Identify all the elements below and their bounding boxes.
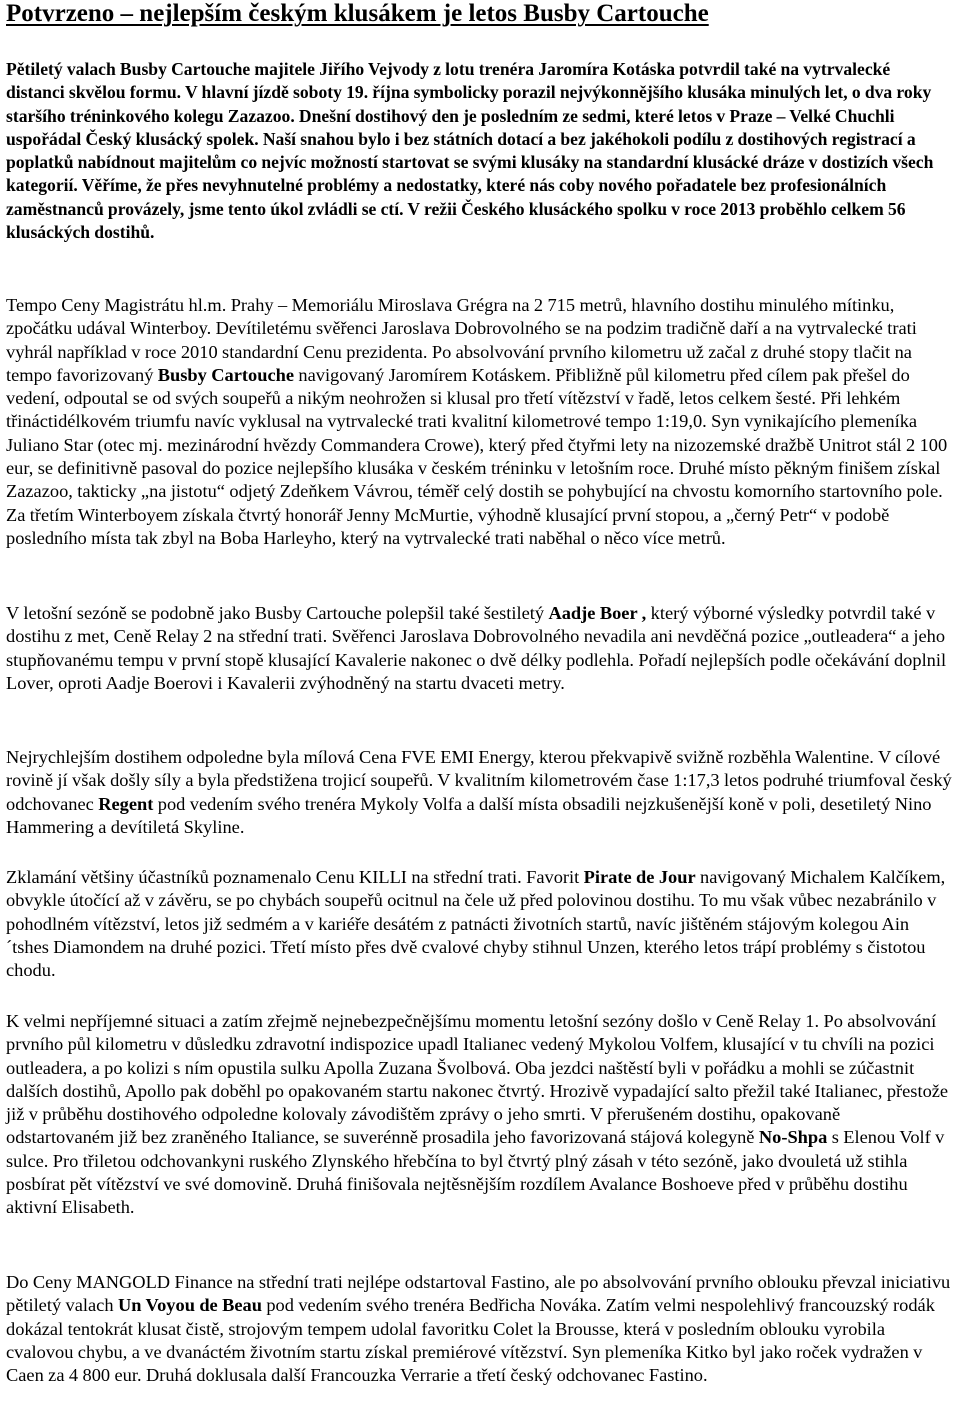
paragraph-text: Nejrychlejším dostihem odpoledne byla mílová Cena FVE EMI Energy, kterou překvapivě svižně rozběhla Walentine. V cílové rovině jí však došly síly a byla předstižena trojicí soupeřů. V kvalitním kilometrovém čase 1:17,3 letos podruhé triumfoval český odchovanec — [6, 747, 952, 814]
horse-name: No-Shpa — [758, 1127, 828, 1148]
article-lead: Pětiletý valach Busby Cartouche majitele Jiřího Vejvody z lotu trenéra Jaromíra Kotáska potvrdil také na vytrvalecké distanci skvělou formu. V hlavní jízdě soboty 19. října symbolicky porazil nejvýkonnějšího klusáka minulých let, o dva roky staršího tréninkového kolegu Zazazoo. Dnešní dostihový den je posledním ze sedmi, které letos v Praze – Velké Chuchli uspořádal Český klusácký spolek. Naší snahou bylo i bez státních dotací a bez jakéhokoli podílu z dostihových registrací a poplatků nabídnout majitelům co nejvíc možností startovat se svými klusáky na standardní klusácké dráze v dostizích všech kategorií. Věříme, že přes nevyhnutelné problémy a nedostatky, které nás coby nového pořadatele bez profesionálních zaměstnanců provázely, jsme tento úkol zvládli se ctí. V režii Českého klusáckého spolku v roce 2013 proběhlo celkem 56 klusáckých dostihů. — [6, 59, 934, 243]
article-paragraph — [6, 602, 952, 695]
horse-name: Busby Cartouche — [157, 364, 294, 385]
paragraph-text: Do Ceny MANGOLD Finance na střední trati nejlépe odstartoval Fastino, ale po absolvování prvního oblouku převzal iniciativu pětiletý valach — [6, 1272, 951, 1316]
article-title: Potvrzeno – nejlepším českým klusákem je letos Busby Cartouche — [6, 0, 709, 27]
horse-name: Pirate de Jour — [583, 867, 696, 887]
paragraph-text: s Elenou Volf v sulce. Pro třiletou odchovankyni ruského Zlynského hřebčína to byl čtvrtý plný zásah v této sezóně, jako dvouletá už stihla posbírat pět vítězství ve své domovině. Druhá finišovala nejtěsnějším rozdílem Avalance Boshoeve před v průběhu dostihu aktivní Elisabeth. — [6, 1127, 945, 1218]
paragraph-text: který výborné výsledky potvrdil také v dostihu z met, Ceně Relay 2 na střední trati. Svěřenci Jaroslava Dobrovolného nevadila ani nevděčná pozice „outleadera“ a jeho stupňovanému tempu v první stopě klusající Kavalerie nakonec o dvě délky podlehla. Pořadí nejlepších podle očekávání doplnil Lover, oproti Aadje Boerovi i Kavalerii zvýhodněný na startu dvaceti metry. — [6, 603, 947, 693]
article-paragraph — [6, 1271, 952, 1387]
article-paragraph — [6, 294, 952, 550]
horse-name: Un Voyou de Beau — [117, 1295, 262, 1316]
article-paragraph — [6, 866, 952, 982]
paragraph-text: navigovaný Jaromírem Kotáskem. Přibližně půl kilometru před cílem pak přešel do vedení, odpoutal se od svých soupeřů a nikým neohrožen si klusal pro třetí vítězství v řadě, letos celkem šesté. Při lehkém třináctidélkovém triumfu navíc vyklusal na vytrvalecké trati kvalitní kilometrové tempo 1:19,0. Syn vynikajícího plemeníka Juliano Star (otec mj. mezinárodní hvězdy Commandera Crowe), který před čtyřmi lety na nizozemské dražbě Unitrot stál 2 100 eur, se definitivně pasoval do pozice nejlepšího klusáka v českém tréninku v letošním roce. Druhé místo pěkným finišem získal Zazazoo, takticky „na jistotu“ odjetý Zdeňkem Vávrou, téměř celý dostih se pohybující na chvostu komorního startovního pole. Za třetím Winterboyem získala čtvrtý honorář Jenny McMurtie, výhodně klusající první stopou, a „černý Petr“ v podobě posledního místa tak zbyl na Boba Harleyho, který na vytrvalecké trati naběhal o něco více metrů. — [6, 364, 948, 548]
article-paragraph — [6, 746, 952, 839]
article-paragraph — [6, 1010, 952, 1220]
horse-name: Regent — [98, 793, 154, 814]
horse-name: Aadje Boer , — [548, 603, 647, 623]
paragraph-text: Zklamání většiny účastníků poznamenalo Cenu KILLI na střední trati. Favorit — [6, 867, 584, 887]
paragraph-text: V letošní sezóně se podobně jako Busby Cartouche polepšil také šestiletý — [6, 603, 549, 623]
paragraph-text: navigovaný Michalem Kalčíkem, obvykle útočící až v závěru, se po chybách soupeřů ocitnul na čele už před polovinou dostihu. To mu však vůbec nezabránilo v pohodlném vítězství, letos již sedmém a v kariéře desátém z patnácti životních startů, navíc jištěném stájovým kolegou Ain´tshes Diamondem na druhé pozici. Třetí místo přes dvě cvalové chyby stihnul Unzen, kterého letos trápí problémy s čistotou chodu. — [6, 867, 946, 981]
paragraph-text: pod vedením svého trenéra Mykoly Volfa a další místa obsadili nejzkušenější koně v poli, desetiletý Nino Hammering a devítiletá Skyline. — [6, 793, 932, 837]
paragraph-text: pod vedením svého trenéra Bedřicha Nováka. Zatím velmi nespolehlivý francouzský rodák dokázal tentokrát klusat čistě, strojovým tempem udolal favoritku Colet la Brousse, která v posledním oblouku vyrobila cvalovou chybu, a ve dvanáctém životním startu získal premiérové vítězství. Syn plemeníka Kitko byl jako roček vydražen v Caen za 4 800 eur. Druhá doklusala další Francouzka Verrarie a třetí český odchovanec Fastino. — [6, 1295, 935, 1386]
paragraph-text: Tempo Ceny Magistrátu hl.m. Prahy – Memoriálu Miroslava Grégra na 2 715 metrů, hlavního dostihu minulého mítinku, zpočátku udával Winterboy. Devítiletému svěřenci Jaroslava Dobrovolného se na podzim tradičně daří a na vytrvalecké trati vyhrál například v roce 2010 standardní Cenu prezidenta. Po absolvování prvního kilometru už začal z druhé stopy tlačit na tempo favorizovaný — [6, 295, 917, 385]
paragraph-text: K velmi nepříjemné situaci a zatím zřejmě nejnebezpečnějšímu momentu letošní sezóny došlo v Ceně Relay 1. Po absolvování prvního půl kilometru v důsledku zdravotní indispozice upadl Italianec vedený Mykolou Volfem, klusající v tu chvíli na pozici outleadera, a po kolizi s ním opustila sulku Apolla Zuzana Švolbová. Oba jezdci naštěstí byli v pořádku a mohli se zúčastnit dalších dostihů, Apollo pak doběhl po opakovaném startu nakonec čtvrtý. Hrozivě vypadající salto přežil také Italianec, přestože již v průběhu dostihového odpoledne kolovaly závodištěm zprávy o jeho smrti. V přerušeném dostihu, opakovaně odstartovaném již bez zraněného Italiance, se suverénně prosadila jeho favorizovaná stájová kolegyně — [6, 1011, 949, 1148]
